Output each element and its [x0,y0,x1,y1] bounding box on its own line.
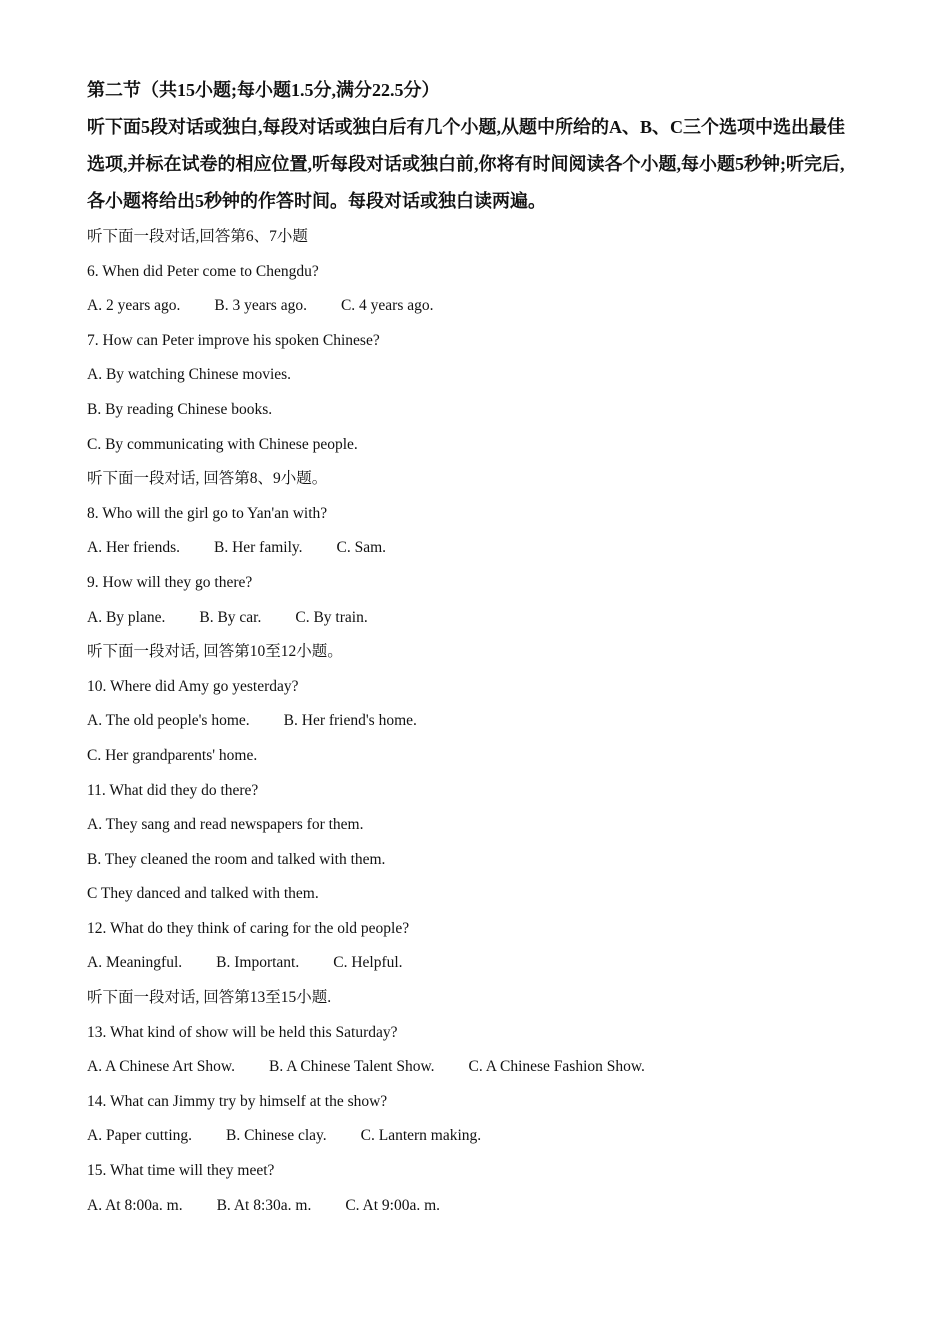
option: C. A Chinese Fashion Show. [468,1058,645,1076]
option: B. Her friend's home. [283,712,417,730]
option: C. By communicating with Chinese people. [87,435,358,453]
exam-page [87,72,862,1223]
option: A. The old people's home. [87,712,250,730]
option: A. Meaningful. [87,954,183,972]
options-row [87,601,862,636]
option: C. By train. [295,608,368,626]
section-heading: 第二节（共15小题;每小题1.5分,满分22.5分） [87,80,440,100]
option: C. Sam. [336,539,387,557]
option: B. Chinese clay. [226,1127,327,1145]
option: C. Her grandparents' home. [87,746,258,764]
option: A. Her friends. [87,539,180,557]
options-row [87,531,862,566]
options-row [87,1119,862,1154]
option: C. 4 years ago. [340,297,434,315]
question-stem: 7. How can Peter improve his spoken Chinese? [87,331,380,349]
section-instructions: 听下面5段对话或独白,每段对话或独白后有几个小题,从题中所给的A、B、C三个选项中选出最佳选项,并标在试卷的相应位置,听每段对话或独白前,你将有时间阅读各个小题,每小题5秒钟;听完后,各小题将给出5秒钟的作答时间。每段对话或独白读两遍。 [87,117,845,211]
option: B. A Chinese Talent Show. [268,1058,435,1076]
question-groups [87,220,862,1223]
option: C. At 9:00a. m. [345,1196,441,1214]
option: B. By reading Chinese books. [87,400,273,418]
option: A. 2 years ago. [87,297,181,315]
question-stem: 15. What time will they meet? [87,1162,275,1180]
question-stem: 13. What kind of show will be held this Saturday? [87,1023,398,1041]
options-row [87,1050,862,1085]
option: B. At 8:30a. m. [216,1196,312,1214]
option: A. By plane. [87,608,166,626]
options-row [87,1189,862,1224]
option: C. Lantern making. [360,1127,482,1145]
options-row [87,289,862,324]
options-row [87,704,862,739]
question-stem: 14. What can Jimmy try by himself at the show? [87,1092,388,1110]
option: C They danced and talked with them. [87,885,319,903]
option: A. A Chinese Art Show. [87,1058,235,1076]
group-intro: 听下面一段对话, 回答第8、9小题。 [87,470,328,488]
option: B. Important. [216,954,300,972]
option: A. By watching Chinese movies. [87,366,292,384]
option: A. At 8:00a. m. [87,1196,183,1214]
option: B. 3 years ago. [214,297,307,315]
option: A. Paper cutting. [87,1127,193,1145]
option: B. They cleaned the room and talked with them. [87,850,386,868]
question-stem: 11. What did they do there? [87,781,259,799]
options-row [87,946,862,981]
option: B. By car. [199,608,262,626]
question-stem: 6. When did Peter come to Chengdu? [87,262,319,280]
question-stem: 10. Where did Amy go yesterday? [87,677,299,695]
question-stem: 8. Who will the girl go to Yan'an with? [87,504,328,522]
option: A. They sang and read newspapers for them. [87,816,364,834]
question-stem: 12. What do they think of caring for the old people? [87,919,410,937]
question-stem: 9. How will they go there? [87,573,253,591]
group-intro: 听下面一段对话, 回答第13至15小题. [87,989,332,1007]
option: B. Her family. [213,539,303,557]
group-intro: 听下面一段对话,回答第6、7小题 [87,228,308,245]
group-intro: 听下面一段对话, 回答第10至12小题。 [87,643,343,661]
option: C. Helpful. [333,954,403,972]
